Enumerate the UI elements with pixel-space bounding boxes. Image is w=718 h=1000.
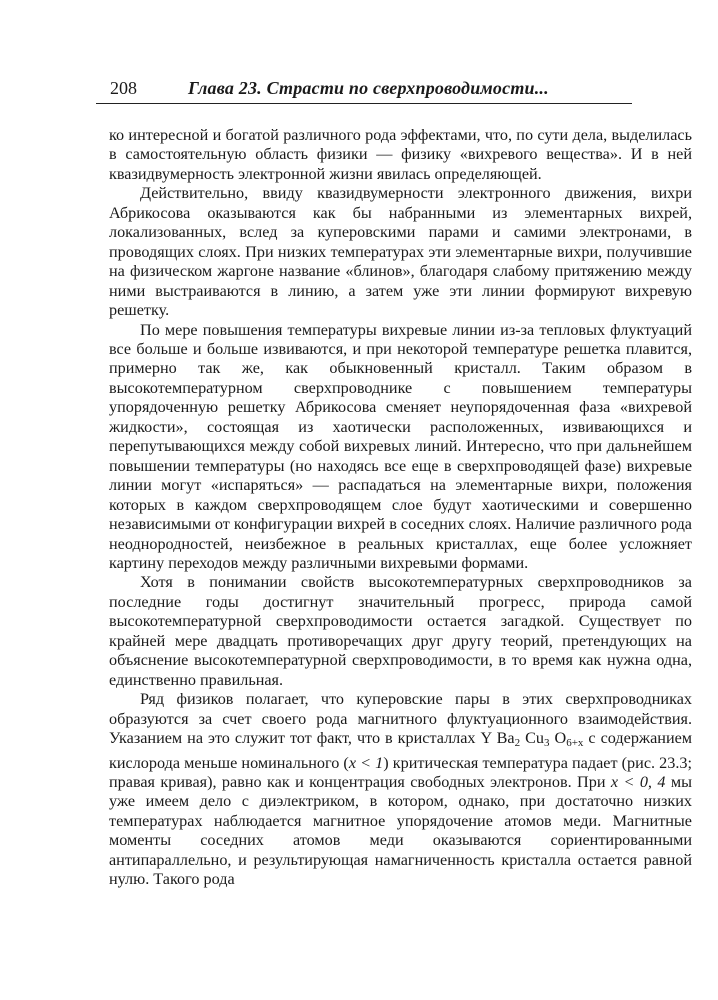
paragraph-3: По мере повышения температуры вихревые линии из-за тепловых флуктуаций все больше и больше извиваются, и при некоторой температуре решетка плавится, примерно так же, как обыкновенный кристалл. Таким образом в высокотемпературном сверхпроводнике с повышением температуры упорядоченную решетку Абрикосова сменяет неупорядоченная фаза «вихревой жидкости», состоящая из хаотически расположенных, извивающихся и перепутывающихся между собой вихревых линий. Интересно, что при дальнейшем повышении температуры (но находясь все еще в сверхпроводящей фазе) вихревые линии могут «испаряться» — распадаться на элементарные вихри, положения которых в каждом сверхпроводящем слое будут хаотическими и совершенно независимыми от конфигурации вихрей в соседних слоях. Наличие различного рода неоднородностей, неизбежное в реальных кристаллах, еще более усложняет картину переходов между различными вихревыми формами.	[109, 320, 692, 572]
chemical-formula: Y $Ba_2$ $Cu_3$ $O_{6+x}$	[480, 729, 584, 750]
paragraph-4: Хотя в понимании свойств высокотемпературных сверхпроводников за последние годы достигнут значительный прогресс, природа самой высокотемпературной сверхпроводимости остается загадкой. Существует по крайней мере двадцать противоречащих друг другу теорий, претендующих на объяснение высокотемпературной сверхпроводимости, в то время как нужна одна, единственно правильная.	[109, 573, 692, 689]
inequality-x-less-0-4: x < 0, 4	[610, 772, 666, 791]
inequality-x-less-1: x < 1	[348, 753, 384, 772]
paragraph-2: Действительно, ввиду квазидвумерности электронного движения, вихри Абрикосова оказываются как бы набранными из элементарных вихрей, локализованных, вслед за куперовскими парами и самими электронами, в проводящих слоях. При низких температурах эти элементарные вихри, получившие на физическом жаргоне название «блинов», благодаря слабому притяжению между ними выстраиваются в линию, а затем уже эти линии формируют вихревую решетку.	[109, 184, 692, 320]
body-text	[109, 126, 692, 890]
page-number: 208	[110, 78, 137, 98]
paragraph-5	[109, 690, 692, 890]
running-head	[96, 77, 632, 104]
paragraph-1: ко интересной и богатой различного рода эффектами, что, по сути дела, выделилась в самостоятельную область физики — физику «вихревого вещества». И в ней квазидвумерность электронной жизни явилась определяющей.	[109, 126, 692, 183]
paragraph-5-text-after: мы уже имеем дело с диэлектриком, в котором, однако, при достаточно низких температурах наблюдается магнитное упорядочение атомов меди. Магнитные моменты соседних атомов меди оказываются сориентированными антипараллельно, и результирующая намагниченность кристалла остается равной нулю. Такого рода	[109, 772, 693, 889]
paragraph-5-text-middle-2: ) критическая температура падает (рис. 23.3; правая кривая), равно как и концентрация свободных электронов. При	[109, 753, 693, 791]
chapter-title: Глава 23. Страсти по сверхпроводимости...	[188, 78, 549, 98]
paragraph-5-text-before: Ряд физиков полагает, что куперовские пары в этих сверхпроводниках образуются за счет своего рода магнитного флуктуационного взаимодействия. Указанием на это служит тот факт, что в кристаллах	[109, 690, 692, 748]
paragraph-5-text-middle: с содержанием кислорода меньше номинального (	[109, 729, 693, 772]
